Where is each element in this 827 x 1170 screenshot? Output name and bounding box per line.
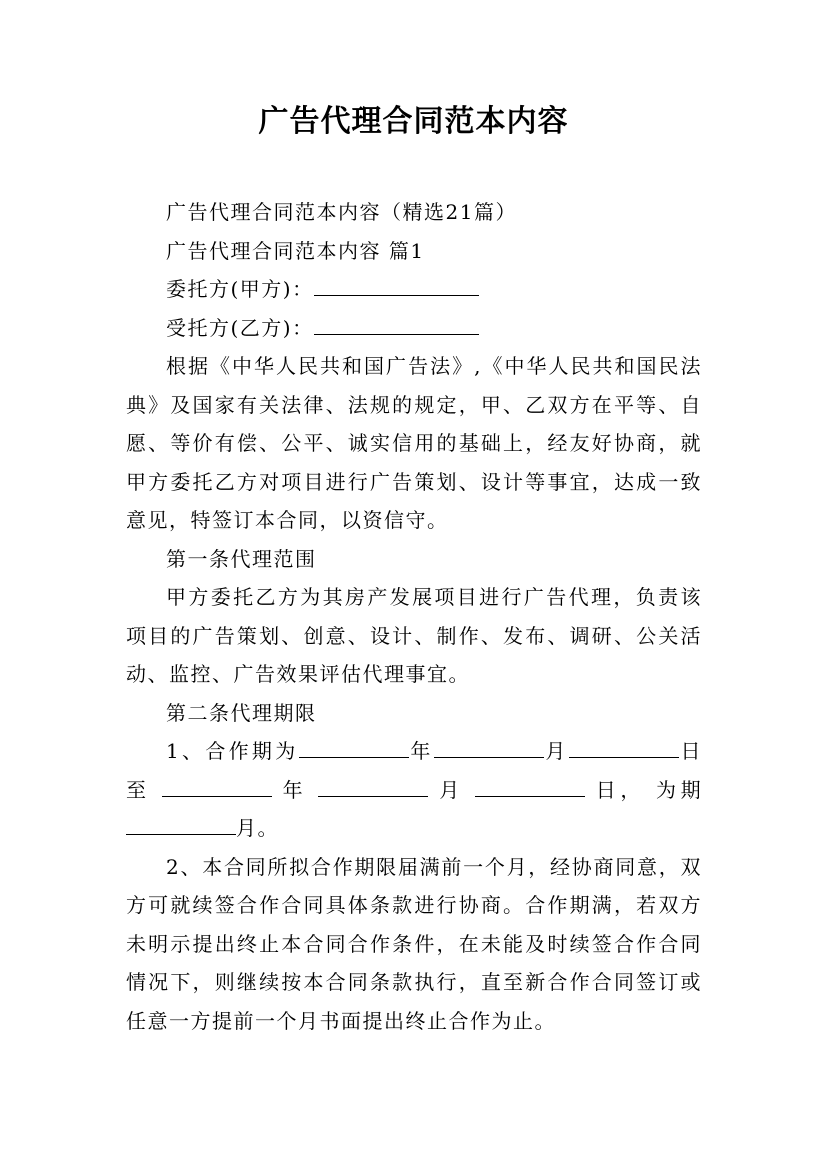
document-body	[126, 193, 702, 1040]
clause1-day1: 日	[678, 739, 702, 763]
clause1-month1: 月	[543, 739, 569, 763]
intro-paragraph: 根据《中华人民共和国广告法》,《中华人民共和国民法典》及国家有关法律、法规的规定，甲、乙双方在平等、自愿、等价有偿、公平、诚实信用的基础上，经友好协商，就甲方委托乙方对项目进行广告策划、设计等事宜，达成一致意见，特签订本合同，以资信守。	[126, 354, 702, 532]
end-day-blank	[475, 774, 585, 797]
clause1-line1	[126, 732, 702, 771]
section-heading: 广告代理合同范本内容 篇1	[166, 238, 425, 263]
clause1-comma: ，	[620, 777, 646, 802]
clause1-year2: 年	[282, 777, 308, 802]
period-months-blank	[126, 812, 236, 835]
party-b-blank	[314, 312, 479, 335]
article2-heading: 第二条代理期限	[166, 700, 317, 725]
party-a-label: 委托方(甲方)：	[166, 277, 314, 301]
end-month-blank	[318, 774, 428, 797]
clause1-month2: 月	[439, 777, 464, 802]
start-month-blank	[434, 735, 544, 758]
party-a-blank	[314, 273, 479, 296]
clause1-for-period: 为期	[656, 777, 703, 802]
clause1-to: 至	[126, 777, 151, 802]
party-b-line	[126, 309, 702, 348]
clause1-prefix: 1、合作期为	[166, 739, 299, 763]
start-year-blank	[299, 735, 409, 758]
clause1-day2: 日	[595, 777, 621, 802]
article1-heading: 第一条代理范围	[166, 546, 317, 571]
document-title: 广告代理合同范本内容	[258, 104, 569, 139]
clause1-month-end: 月。	[236, 816, 279, 840]
start-day-blank	[569, 735, 679, 758]
party-a-line	[126, 270, 702, 309]
clause1-line3	[126, 809, 702, 848]
article1-text: 甲方委托乙方为其房产发展项目进行广告代理，负责该项目的广告策划、创意、设计、制作、发布、调研、公关活动、监控、广告效果评估代理事宜。	[126, 585, 702, 686]
end-year-blank	[162, 774, 272, 797]
clause2: 2、本合同所拟合作期限届满前一个月，经协商同意，双方可就续签合作合同具体条款进行协商。合作期满，若双方未明示提出终止本合同合作条件，在未能及时续签合作合同情况下，则继续按本合同条款执行，直至新合作合同签订或任意一方提前一个月书面提出终止合作为止。	[126, 854, 702, 1033]
clause1-line2	[126, 771, 702, 810]
clause1-year1: 年	[408, 739, 434, 763]
party-b-label: 受托方(乙方)：	[166, 315, 314, 340]
subtitle: 广告代理合同范本内容（精选21篇）	[166, 200, 517, 224]
